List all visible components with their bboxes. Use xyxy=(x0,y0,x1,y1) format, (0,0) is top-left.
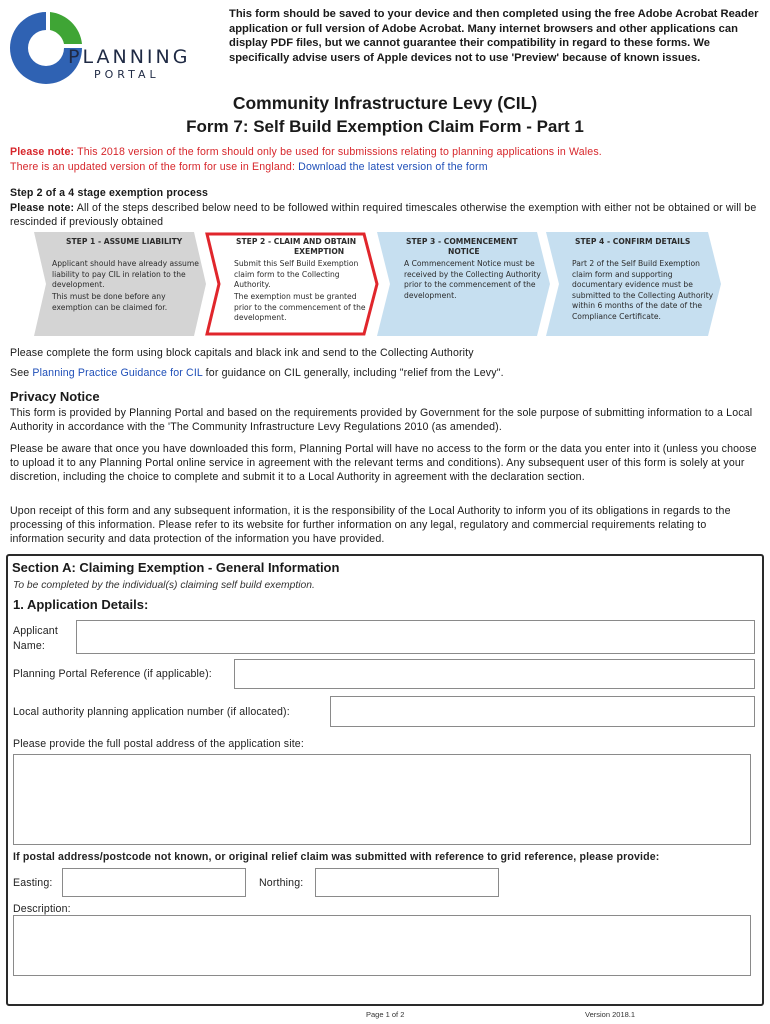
step-1-body: Applicant should have already assume liability to pay CIL in relation to the development. xyxy=(52,259,199,290)
please-note-england xyxy=(10,160,762,174)
pp-reference-field[interactable] xyxy=(234,659,755,689)
privacy-heading: Privacy Notice xyxy=(10,389,100,404)
applicant-name-label: Name: xyxy=(13,640,45,652)
step-2-heading2: EXEMPTION xyxy=(294,247,345,256)
la-application-number-field[interactable] xyxy=(330,696,755,727)
step-3-body: A Commencement Notice must be received by the Collecting Authority prior to the commencement of the development. xyxy=(404,259,541,300)
easting-label: Easting: xyxy=(13,877,53,889)
step-4-body: Part 2 of the Self Build Exemption claim form and supporting documentary evidence must be submitted to the Collecting Authority within 6 months of the date of the Compliance Certificate. xyxy=(572,259,714,321)
exemption-steps-diagram xyxy=(34,232,734,336)
step-1-body2: This must be done before any exemption can be claimed for. xyxy=(52,292,168,312)
application-details-heading: 1. Application Details: xyxy=(13,597,149,612)
block-capitals-instruction: Please complete the form using block capitals and black ink and send to the Collecting Authority xyxy=(10,347,474,359)
guidance-rest: for guidance on CIL generally, including "relief from the Levy". xyxy=(202,367,504,379)
site-address-label: Please provide the full postal address of the application site: xyxy=(13,738,304,750)
site-address-field[interactable] xyxy=(13,754,751,845)
step-2-body: Submit this Self Build Exemption claim form to the Collecting Authority. xyxy=(234,259,359,290)
privacy-para-3: Upon receipt of this form and any subsequent information, it is the responsibility of the Local Authority to inform you of its obligations in regards to the processing of this information. Please refer to its website for further information on any legal, regulatory and commercial requirements relating to information security and data protection of the information you have provided. xyxy=(10,505,731,546)
see-text: See xyxy=(10,367,33,379)
la-application-number-label: Local authority planning application number (if allocated): xyxy=(13,706,290,718)
version-number: Version 2018.1 xyxy=(585,1010,636,1019)
step-2-heading: STEP 2 - CLAIM AND OBTAIN xyxy=(236,237,357,246)
please-note-wales xyxy=(10,145,762,159)
step-2-body2: The exemption must be granted prior to the commencement of the development. xyxy=(234,292,366,323)
step-intro-note xyxy=(10,201,762,229)
step-4-heading: STEP 4 - CONFIRM DETAILS xyxy=(575,237,691,246)
guidance-line xyxy=(10,366,762,380)
section-a-title: Section A: Claiming Exemption - General Information xyxy=(12,560,340,575)
applicant-name-field[interactable] xyxy=(76,620,755,654)
step-intro-heading: Step 2 of a 4 stage exemption process xyxy=(10,187,209,199)
step-1-heading: STEP 1 - ASSUME LIABILITY xyxy=(66,237,183,246)
description-label: Description: xyxy=(13,903,71,915)
acrobat-notice: This form should be saved to your device and then completed using the free Adobe Acrobat Reader application or full version of Adobe Acrobat. Many internet browsers and other applications can display PDF files, but we cannot guarantee their compatibility in regard to these forms. We specifically advise users of Apple devices not to use 'Preview' because of known issues. xyxy=(229,8,759,64)
planning-portal-logo xyxy=(6,8,196,88)
grid-reference-heading: If postal address/postcode not known, or original relief claim was submitted with reference to grid reference, please provide: xyxy=(13,851,660,863)
download-latest-link[interactable]: Download the latest version of the form xyxy=(298,161,488,173)
logo-line1: PLANNING xyxy=(68,46,191,68)
please-note-label: Please note: xyxy=(10,146,75,158)
privacy-para-2: Please be aware that once you have downloaded this form, Planning Portal will have no access to the form or the data you enter into it (unless you choose to upload it to any Planning Portal online service in agreement with the relevant terms and conditions). Any subsequent user of this form is solely at your discretion, including the choice to complete and submit it to a Local Authority in agreement with the declaration section. xyxy=(10,443,757,484)
form-subtitle: Form 7: Self Build Exemption Claim Form - Part 1 xyxy=(186,117,584,136)
description-field[interactable] xyxy=(13,915,751,976)
step-3-heading: STEP 3 - COMMENCEMENT xyxy=(406,237,518,246)
pp-reference-label: Planning Portal Reference (if applicable): xyxy=(13,668,212,680)
northing-field[interactable] xyxy=(315,868,499,897)
step-note-label: Please note: xyxy=(10,202,75,214)
logo-line2: PORTAL xyxy=(94,68,160,81)
applicant-label: Applicant xyxy=(13,625,58,637)
ppg-cil-link[interactable]: Planning Practice Guidance for CIL xyxy=(32,367,203,379)
privacy-para-1: This form is provided by Planning Portal and based on the requirements provided by Government for the sole purpose of submitting information to a Local Authority in accordance with the 'The Community Infrastructure Levy Regulations 2010 (as amended). xyxy=(10,407,753,434)
easting-field[interactable] xyxy=(62,868,246,897)
northing-label: Northing: xyxy=(259,877,304,889)
england-note-text: There is an updated version of the form for use in England: xyxy=(10,161,299,173)
form-title: Community Infrastructure Levy (CIL) xyxy=(232,93,538,113)
section-a-subtitle: To be completed by the individual(s) claiming self build exemption. xyxy=(13,580,315,591)
step-note-text: All of the steps described below need to be followed within required timescales otherwise the exemption with either not be obtained or will be rescinded if previously obtained xyxy=(10,202,757,229)
please-note-text: This 2018 version of the form should only be used for submissions relating to planning applications in Wales. xyxy=(74,146,602,158)
step-3-heading2: NOTICE xyxy=(448,247,480,256)
page-number: Page 1 of 2 xyxy=(366,1010,405,1019)
